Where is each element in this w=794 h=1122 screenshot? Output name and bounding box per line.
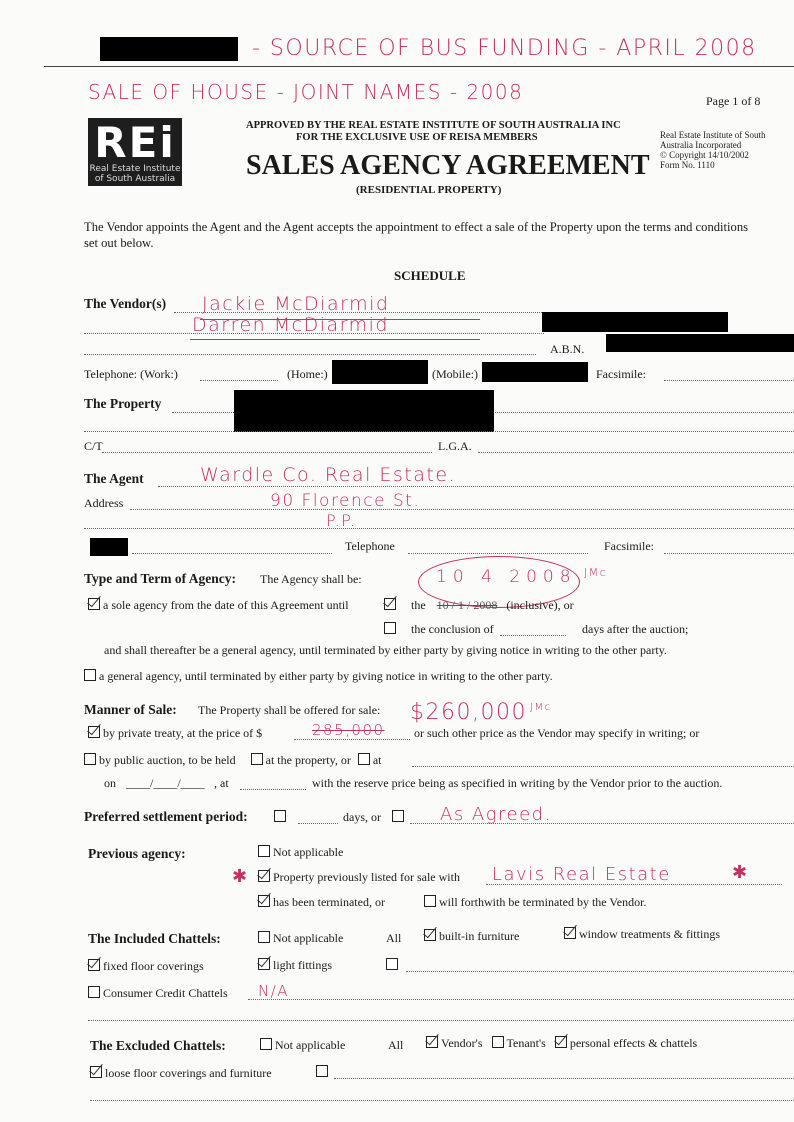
telephone-work-value[interactable] <box>200 380 278 381</box>
agent-address-1: 90 Florence St. <box>270 491 421 511</box>
property-label: The Property <box>84 396 162 411</box>
property-line-2[interactable] <box>84 431 794 432</box>
conclusion-label: the conclusion of <box>411 622 494 636</box>
top-rule <box>44 66 794 67</box>
conclusion-days-value[interactable] <box>500 635 566 636</box>
agent-name: Wardle Co. Real Estate. <box>200 464 457 486</box>
settlement-days-value[interactable] <box>298 823 338 824</box>
agent-telephone-label: Telephone <box>345 539 395 553</box>
terminated-label: has been terminated, or <box>273 895 385 909</box>
reisa-logo <box>88 118 182 186</box>
handwritten-price: $260,000 <box>410 700 527 725</box>
credit-checkbox[interactable] <box>88 986 100 998</box>
vendor-underline <box>190 339 480 340</box>
vendors-checkbox[interactable] <box>426 1036 438 1048</box>
credit-line <box>248 999 794 1000</box>
ct-label: C/T <box>84 439 103 453</box>
auction-time-line[interactable] <box>240 789 306 790</box>
form-info-line: © Copyright 14/10/2002 <box>660 150 749 160</box>
auction-date-field[interactable]: ____/____/____ <box>126 776 205 790</box>
vendor-name-1: Jackie McDiarmid <box>202 293 390 315</box>
conclusion-checkbox[interactable] <box>384 622 396 634</box>
general-agency-checkbox[interactable] <box>84 669 96 681</box>
approved-line-2: FOR THE EXCLUSIVE USE OF REISA MEMBERS <box>296 132 538 143</box>
redacted-property-address <box>234 390 494 432</box>
redacted-mobile-phone <box>482 362 588 382</box>
included-chattels-label: The Included Chattels: <box>88 931 221 946</box>
general-agency-label: a general agency, until terminated by either party by giving notice in writing to the other party. <box>99 669 553 683</box>
agent-address-2: P.P. <box>326 511 357 530</box>
thereafter-text: and shall thereafter be a general agency, until terminated by either party by giving notice in writing to the other party. <box>104 643 667 657</box>
logo-caption-2: of South Australia <box>94 174 176 184</box>
redacted-postcode <box>90 538 128 556</box>
intro-line-1: The Vendor appoints the Agent and the Agent accepts the appointment to effect a sale of the Property upon the terms and conditions <box>84 220 749 234</box>
struck-price: 285,000 <box>312 721 385 739</box>
page-number: Page 1 of 8 <box>706 94 761 108</box>
included-all-label: All <box>386 931 402 945</box>
manner-heading: Manner of Sale: <box>84 702 177 717</box>
telephone-work-label: Telephone: (Work:) <box>84 367 178 381</box>
logo-letters: REi <box>94 118 176 167</box>
asterisk-mark: ✱ <box>232 866 249 887</box>
personal-label: personal effects & chattels <box>569 1036 698 1050</box>
until-the-label: the <box>411 598 426 612</box>
asterisk-mark: ✱ <box>732 862 749 883</box>
postcode-line <box>132 553 332 554</box>
other-excluded-checkbox[interactable] <box>316 1065 328 1077</box>
sole-agency-row <box>88 598 349 613</box>
window-checkbox[interactable] <box>564 927 576 939</box>
redacted-vendor-detail <box>542 312 728 332</box>
excluded-na-checkbox[interactable] <box>260 1038 272 1050</box>
price-line <box>294 739 410 740</box>
auction-label: by public auction, to be held <box>99 753 236 767</box>
struck-original-date: 10 / 1 / 2008 <box>436 598 498 612</box>
abn-line <box>84 354 536 355</box>
floor-label: fixed floor coverings <box>103 959 204 973</box>
approved-line-1: APPROVED BY THE REAL ESTATE INSTITUTE OF SOUTH AUSTRALIA INC <box>246 120 621 131</box>
vendor-label: The Vendor(s) <box>84 296 167 311</box>
settlement-other-row <box>392 810 407 825</box>
abn-label: A.B.N. <box>550 342 585 356</box>
credit-label: Consumer Credit Chattels <box>103 986 228 1000</box>
agency-type-intro: The Agency shall be: <box>260 572 362 586</box>
other-included-line[interactable] <box>406 971 794 972</box>
price-initials: JMc <box>530 702 552 713</box>
agent-fax-label: Facsimile: <box>604 539 654 553</box>
telephone-mobile-label: (Mobile:) <box>432 367 478 381</box>
redacted-abn <box>606 334 794 352</box>
private-treaty-row <box>88 726 262 741</box>
window-label: window treatments & fittings <box>579 927 720 941</box>
credit-line-2[interactable] <box>88 1020 794 1021</box>
on-label: on <box>104 776 116 790</box>
until-date-row <box>384 598 574 613</box>
settlement-days-row <box>274 810 289 825</box>
lga-value[interactable] <box>478 452 794 453</box>
general-agency-row <box>84 669 553 684</box>
telephone-fax-label: Facsimile: <box>596 367 646 381</box>
previous-agency-label: Previous agency: <box>88 846 186 861</box>
builtin-row <box>424 929 519 944</box>
previous-agency-name: Lavis Real Estate <box>492 864 671 885</box>
at-label: at <box>372 753 382 767</box>
form-info-line: Form No. 1110 <box>660 160 715 170</box>
will-terminate-checkbox[interactable] <box>424 895 436 907</box>
agency-type-heading: Type and Term of Agency: <box>84 571 237 586</box>
light-checkbox[interactable] <box>258 958 270 970</box>
vendor-name-2: Darren McDiarmid <box>192 314 389 336</box>
telephone-fax-value[interactable] <box>664 380 794 381</box>
light-label: light fittings <box>273 958 333 972</box>
auction-venue-line[interactable] <box>412 766 794 767</box>
at-property-checkbox[interactable] <box>251 753 263 765</box>
manner-intro: The Property shall be offered for sale: <box>198 703 381 717</box>
intro-line-2: set out below. <box>84 236 154 250</box>
agent-line <box>158 486 794 487</box>
address-line-1 <box>130 509 794 510</box>
redacted-home-phone <box>332 360 428 384</box>
settlement-days-checkbox[interactable] <box>274 810 286 822</box>
tenants-checkbox[interactable] <box>492 1036 504 1048</box>
previous-na-checkbox[interactable] <box>258 845 270 857</box>
terminated-row <box>258 895 385 910</box>
floor-row <box>88 959 204 974</box>
excluded-na-label: Not applicable <box>275 1038 346 1052</box>
light-row <box>258 958 332 973</box>
address-label: Address <box>84 496 124 510</box>
sole-agency-label: a sole agency from the date of this Agreement until <box>103 598 349 612</box>
inclusive-label: (inclusive), or <box>506 598 574 612</box>
loose-checkbox[interactable] <box>90 1066 102 1078</box>
form-info <box>660 130 765 170</box>
will-terminate-row <box>424 895 646 910</box>
agent-label: The Agent <box>84 471 144 486</box>
days-after-label: days after the auction; <box>582 622 689 636</box>
sole-agency-checkbox[interactable] <box>88 598 100 610</box>
telephone-home-label: (Home:) <box>287 367 328 381</box>
conclusion-row <box>384 622 494 637</box>
auction-row <box>84 753 382 768</box>
address-line-2 <box>84 528 794 529</box>
previous-listed-label: Property previously listed for sale with <box>273 870 460 884</box>
handwritten-sale-note: SALE OF HOUSE - JOINT NAMES - 2008 <box>88 80 524 104</box>
handwritten-end-date: 10 4 2008 <box>436 567 577 587</box>
previous-listed-checkbox[interactable] <box>258 870 270 882</box>
form-info-line: Real Estate Institute of South <box>660 130 766 140</box>
settlement-value: As Agreed. <box>440 804 552 825</box>
reserve-label: with the reserve price being as specified in writing by the Vendor prior to the auction. <box>312 776 723 790</box>
at-property-label: at the property, or <box>265 753 351 767</box>
previous-listed-row <box>258 870 460 885</box>
terminated-checkbox[interactable] <box>258 895 270 907</box>
previous-na-row <box>258 845 343 860</box>
document-subtitle: (RESIDENTIAL PROPERTY) <box>356 184 502 196</box>
handwritten-initials: JMc <box>584 566 608 579</box>
vendors-label: Vendor's <box>441 1036 483 1050</box>
loose-label: loose floor coverings and furniture <box>105 1066 272 1080</box>
floor-checkbox[interactable] <box>88 959 100 971</box>
settlement-other-checkbox[interactable] <box>392 810 404 822</box>
will-terminate-label: will forthwith be terminated by the Vendor. <box>439 895 647 909</box>
document-title: SALES AGENCY AGREEMENT <box>246 150 650 181</box>
until-date-checkbox[interactable] <box>384 598 396 610</box>
days-or-label: days, or <box>343 810 381 824</box>
at-venue-checkbox[interactable] <box>358 753 370 765</box>
at-time-label: , at <box>214 776 229 790</box>
settlement-label: Preferred settlement period: <box>84 809 248 824</box>
included-na-checkbox[interactable] <box>258 931 270 943</box>
logo-caption-1: Real Estate Institute <box>89 164 181 174</box>
excluded-chattels-label: The Excluded Chattels: <box>90 1038 226 1053</box>
ct-value[interactable] <box>102 452 432 453</box>
agent-telephone-value[interactable] <box>408 553 588 554</box>
included-na-row <box>258 931 343 946</box>
private-treaty-label: by private treaty, at the price of $ <box>103 726 263 740</box>
loose-row <box>90 1066 272 1081</box>
included-na-label: Not applicable <box>273 931 344 945</box>
form-info-line: Australia Incorporated <box>660 140 742 150</box>
other-excluded-line[interactable] <box>334 1078 794 1079</box>
schedule-heading: SCHEDULE <box>394 268 466 283</box>
builtin-checkbox[interactable] <box>424 929 436 941</box>
other-included-row <box>386 958 401 973</box>
other-excluded-line-2[interactable] <box>90 1100 794 1101</box>
or-such-label: or such other price as the Vendor may specify in writing; or <box>414 726 700 740</box>
credit-value: N/A <box>258 982 290 1000</box>
credit-row <box>88 986 228 1001</box>
other-included-checkbox[interactable] <box>386 958 398 970</box>
window-row <box>564 927 720 942</box>
previous-na-label: Not applicable <box>273 845 344 859</box>
auction-checkbox[interactable] <box>84 753 96 765</box>
excluded-all-label: All <box>388 1038 404 1052</box>
agent-fax-value[interactable] <box>664 553 794 554</box>
excluded-na-row <box>260 1038 345 1053</box>
builtin-label: built-in furniture <box>439 929 520 943</box>
personal-checkbox[interactable] <box>555 1036 567 1048</box>
private-treaty-checkbox[interactable] <box>88 726 100 738</box>
tenants-label: Tenant's <box>506 1036 546 1050</box>
redacted-name-top <box>100 37 238 61</box>
vendors-row <box>426 1036 697 1051</box>
handwritten-funding-note: - SOURCE OF BUS FUNDING - APRIL 2008 <box>252 36 757 61</box>
other-excluded-row <box>316 1065 331 1080</box>
lga-label: L.G.A. <box>438 439 472 453</box>
